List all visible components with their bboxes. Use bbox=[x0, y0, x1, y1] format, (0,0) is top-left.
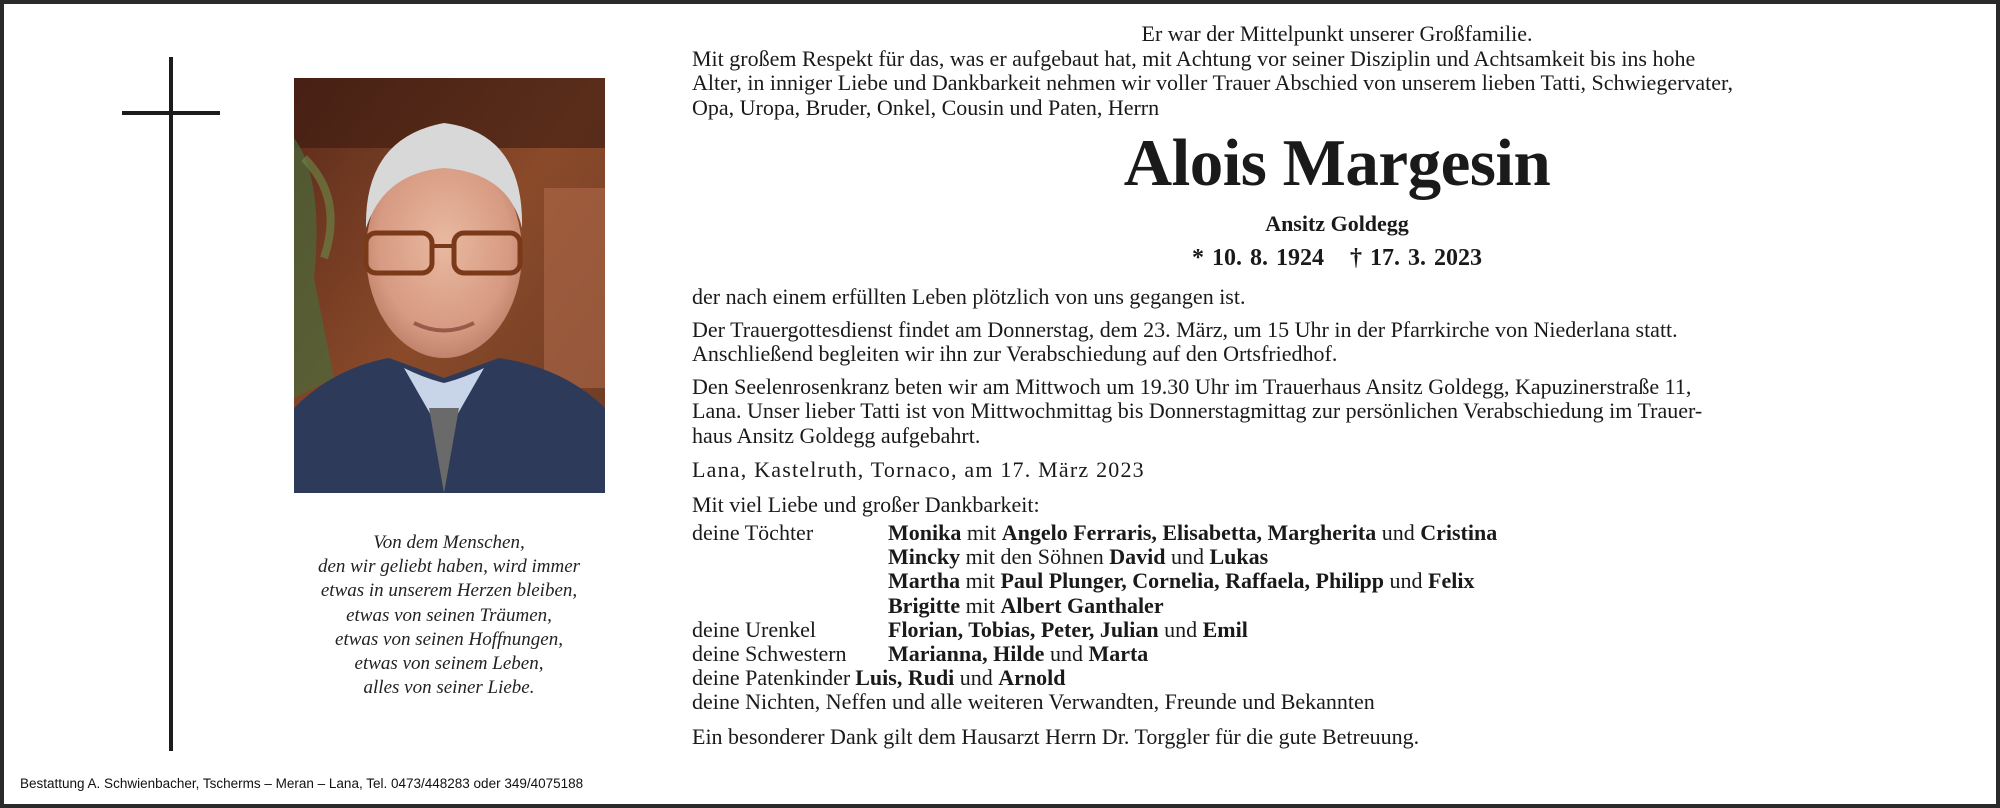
birth-date: * 10. 8. 1924 bbox=[1192, 245, 1324, 271]
intro-line: Opa, Uropa, Bruder, Onkel, Cousin und Paten, Herrn bbox=[692, 94, 1160, 120]
portrait-photo bbox=[294, 78, 605, 493]
gratitude-intro: Mit viel Liebe und großer Dankbarkeit: bbox=[692, 491, 1040, 517]
place-date: Lana, Kastelruth, Tornaco, am 17. März 2023 bbox=[692, 457, 1145, 482]
poem bbox=[279, 531, 619, 700]
intro-heading: Er war der Mittelpunkt unserer Großfamilie. bbox=[1141, 21, 1533, 46]
family-members: Martha mit Paul Plunger, Cornelia, Raffaela, Philipp und Felix bbox=[888, 568, 1475, 594]
poem-line: etwas von seinen Träumen, bbox=[346, 604, 552, 626]
deceased-estate: Ansitz Goldegg bbox=[1265, 211, 1409, 236]
family-members: Mincky mit den Söhnen David und Lukas bbox=[888, 544, 1269, 570]
main-text bbox=[692, 22, 1982, 749]
rosary-line: Lana. Unser lieber Tatti ist von Mittwochmittag bis Donnerstagmittag zur persönlichen Verabschiedung im Trauer- bbox=[692, 398, 1703, 423]
rosary-line: Den Seelenrosenkranz beten wir am Mittwoch um 19.30 Uhr im Trauerhaus Ansitz Goldegg, Kapuzinerstraße 11, bbox=[692, 373, 1692, 399]
rosary-line: haus Ansitz Goldegg aufgebahrt. bbox=[692, 422, 981, 448]
family-row-greatgrandchildren bbox=[692, 618, 1982, 642]
family-row-godchildren bbox=[692, 666, 1982, 690]
family-members: Luis, Rudi und Arnold bbox=[855, 665, 1066, 691]
intro-line: Mit großem Respekt für das, was er aufgebaut hat, mit Achtung vor seiner Disziplin und Achtsamkeit bis ins hohe bbox=[692, 45, 1696, 71]
family-row-sisters bbox=[692, 642, 1982, 666]
family-list bbox=[692, 521, 1982, 715]
service-paragraph bbox=[692, 318, 1982, 367]
cross-icon-bar bbox=[122, 111, 220, 115]
family-row-daughters bbox=[692, 521, 1982, 545]
poem-line: alles von seiner Liebe. bbox=[363, 677, 535, 699]
family-row-relatives bbox=[692, 690, 1982, 714]
thanks-text: Ein besonderer Dank gilt dem Hausarzt Herrn Dr. Torggler für die gute Betreuung. bbox=[692, 723, 1420, 749]
family-row-daughter bbox=[692, 594, 1982, 618]
life-dates bbox=[692, 243, 1982, 273]
rosary-paragraph bbox=[692, 375, 1982, 449]
service-line: Der Trauergottesdienst findet am Donnerstag, dem 23. März, um 15 Uhr in der Pfarrkirche von Niederlana statt. bbox=[692, 316, 1678, 342]
poem-line: den wir geliebt haben, wird immer bbox=[317, 556, 581, 578]
relation-label: deine Urenkel bbox=[692, 616, 816, 642]
family-members: Marianna, Hilde und Marta bbox=[888, 641, 1149, 667]
relatives-text: deine Nichten, Neffen und alle weiteren Verwandten, Freunde und Bekannten bbox=[692, 689, 1375, 715]
deceased-name: Alois Margesin bbox=[1123, 126, 1551, 200]
family-row-daughter bbox=[692, 545, 1982, 569]
relation-label: deine Töchter bbox=[692, 520, 814, 545]
intro-paragraph bbox=[692, 47, 1982, 121]
poem-line: Von dem Menschen, bbox=[373, 532, 525, 553]
relation-label: deine Schwestern bbox=[692, 641, 847, 667]
family-members: Florian, Tobias, Peter, Julian und Emil bbox=[888, 616, 1248, 642]
intro-line: Alter, in inniger Liebe und Dankbarkeit nehmen wir voller Trauer Abschied von unserem lieben Tatti, Schwiegervater, bbox=[692, 70, 1734, 95]
death-date: † 17. 3. 2023 bbox=[1350, 245, 1482, 271]
passed-text: der nach einem erfüllten Leben plötzlich von uns gegangen ist. bbox=[692, 284, 1246, 309]
service-line: Anschließend begleiten wir ihn zur Verabschiedung auf den Ortsfriedhof. bbox=[692, 341, 1338, 366]
undertaker-credit: Bestattung A. Schwienbacher, Tscherms – Meran – Lana, Tel. 0473/448283 oder 349/4075188 bbox=[20, 776, 584, 791]
family-row-daughter bbox=[692, 569, 1982, 593]
family-members: Brigitte mit Albert Ganthaler bbox=[888, 592, 1164, 618]
poem-line: etwas von seinen Hoffnungen, bbox=[335, 628, 563, 650]
relation-label: deine Patenkinder bbox=[692, 665, 851, 691]
poem-line: etwas von seinem Leben, bbox=[354, 653, 544, 675]
family-members: Monika mit Angelo Ferraris, Elisabetta, Margherita und Cristina bbox=[888, 520, 1498, 545]
cross-icon bbox=[169, 57, 173, 751]
poem-line: etwas in unserem Herzen bleiben, bbox=[320, 580, 578, 602]
